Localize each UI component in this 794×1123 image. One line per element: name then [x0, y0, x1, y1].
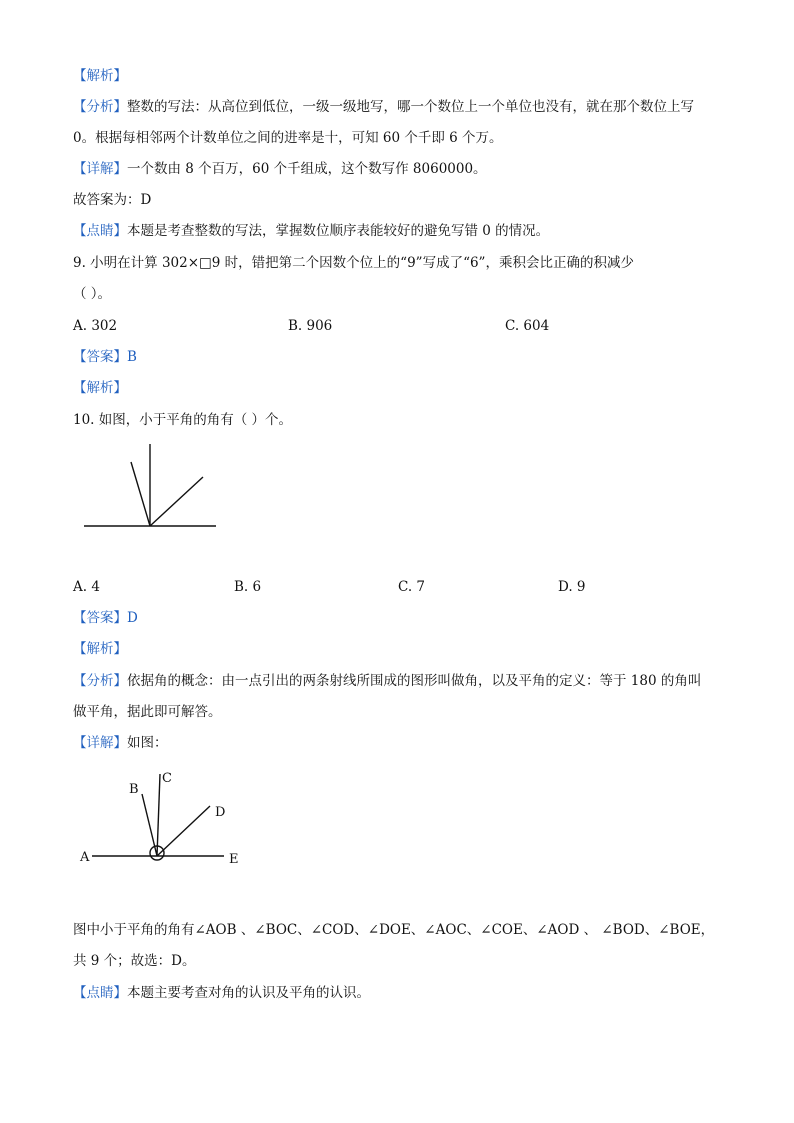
question-9: 9. 小明在计算 302×□9 时，错把第二个因数个位上的“9”写成了“6”，乘积会比正确的积减少: [73, 255, 634, 271]
label-c: C: [162, 771, 172, 786]
analysis-heading-1: 【解析】: [73, 68, 127, 84]
q10-option-c: C. 7: [398, 579, 426, 595]
analysis-line-1: [73, 97, 694, 117]
question-9-blank: （ ）。: [73, 286, 112, 302]
q10-analysis: 【解析】: [73, 641, 127, 657]
q10-option-b: B. 6: [234, 579, 262, 595]
q10-tag-fenxi: 【分析】: [73, 673, 127, 689]
q10-fenxi-line-2: 做平角，据此即可解答。: [73, 704, 222, 720]
q10-tag-dianjing: 【点睛】: [73, 985, 127, 1001]
q10-option-a: A. 4: [73, 579, 100, 595]
fig2-ray-oc: [157, 774, 160, 856]
analysis-text-1: 整数的写法：从高位到低位，一级一级地写，哪一个数位上一个单位也没有，就在那个数位上写: [127, 99, 694, 115]
q10-remark-line: [73, 983, 370, 1003]
answer-line-1: 故答案为：D: [73, 192, 152, 208]
answer-list-line-1: 图中小于平角的角有∠AOB 、∠BOC、∠COD、∠DOE、∠AOC、∠COE、∠AOD 、 ∠BOD、∠BOE，: [73, 922, 715, 938]
label-b: B: [129, 782, 139, 797]
tag-fenxi: 【分析】: [73, 99, 127, 115]
q10-fenxi-line-1: [73, 671, 701, 691]
label-e: E: [229, 852, 239, 867]
q9-analysis: 【解析】: [73, 380, 127, 396]
remark-line-1: [73, 221, 549, 241]
q9-option-a: A. 302: [73, 318, 118, 334]
tag-dianjing: 【点睛】: [73, 223, 127, 239]
analysis-line-2: 0。根据每相邻两个计数单位之间的进率是十，可知 60 个千即 6 个万。: [73, 130, 503, 146]
fig1-ray-d: [150, 477, 203, 526]
labeled-angle-figure: [76, 766, 251, 876]
label-d: D: [215, 805, 226, 820]
q9-answer: 【答案】B: [73, 349, 137, 365]
q10-remark-text: 本题主要考查对角的认识及平角的认识。: [127, 985, 370, 1001]
q10-xiangjie-line: [73, 733, 168, 753]
remark-text-1: 本题是考查整数的写法，掌握数位顺序表能较好的避免写错 0 的情况。: [127, 223, 550, 239]
tag-xiangjie: 【详解】: [73, 161, 127, 177]
question-10-figure: [80, 440, 220, 535]
q10-tag-xiangjie: 【详解】: [73, 735, 127, 751]
fig2-ray-od: [157, 806, 210, 856]
fig1-ray-b: [131, 462, 150, 526]
q9-option-c: C. 604: [505, 318, 550, 334]
answer-list-line-2: 共 9 个；故选：D。: [73, 953, 196, 969]
q9-option-b: B. 906: [288, 318, 333, 334]
q10-fenxi-text-1: 依据角的概念：由一点引出的两条射线所围成的图形叫做角，以及平角的定义：等于 180 的角叫: [127, 673, 702, 689]
detail-text-1: 一个数由 8 个百万，60 个千组成，这个数写作 8060000。: [127, 161, 487, 177]
q10-option-d: D. 9: [558, 579, 586, 595]
q10-xiangjie-text: 如图：: [127, 735, 168, 751]
detail-line-1: [73, 159, 487, 179]
label-a: A: [80, 850, 90, 865]
question-10: 10. 如图，小于平角的角有（ ）个。: [73, 412, 293, 428]
q10-answer: 【答案】D: [73, 610, 138, 626]
